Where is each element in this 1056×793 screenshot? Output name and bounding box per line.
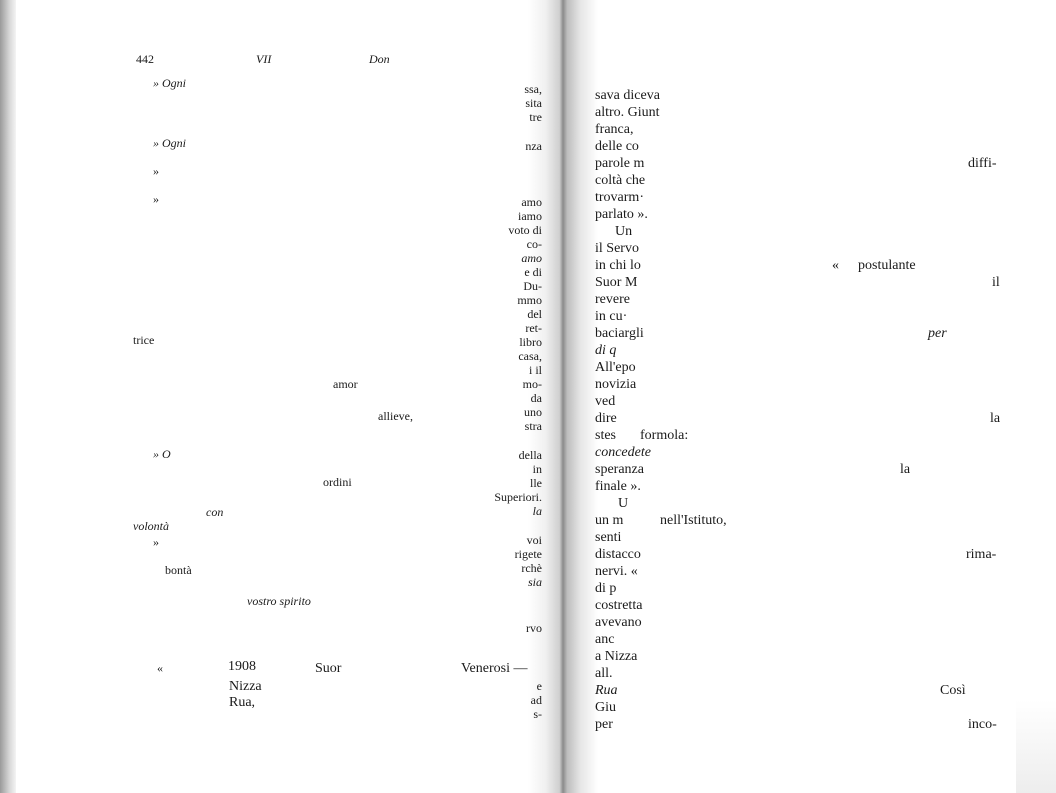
- text-fragment: mo-: [522, 377, 542, 391]
- text-fragment: sita: [525, 96, 542, 110]
- text-fragment: »: [153, 164, 159, 178]
- text-line: distacco: [595, 547, 641, 562]
- page-edge-right: [1016, 700, 1056, 793]
- text-fragment: allieve,: [378, 409, 413, 423]
- text-line: Giu: [595, 700, 616, 715]
- page-number: 442: [136, 52, 154, 66]
- text-fragment: s-: [533, 707, 542, 721]
- text-fragment: diffi-: [968, 156, 997, 171]
- text-fragment: Rua,: [229, 695, 256, 710]
- text-fragment: con: [206, 505, 224, 519]
- text-fragment: Du-: [523, 279, 542, 293]
- text-line: parole m: [595, 156, 645, 171]
- text-fragment: voi: [526, 533, 542, 547]
- text-line: un m: [595, 513, 624, 528]
- text-line: Un: [615, 224, 633, 239]
- text-fragment: libro: [519, 335, 542, 349]
- text-line: nervi. «: [595, 564, 638, 579]
- text-fragment: e: [536, 679, 542, 693]
- text-line: anc: [595, 632, 615, 647]
- text-fragment: » O: [153, 447, 171, 461]
- text-line: di q: [595, 343, 617, 358]
- text-fragment: rchè: [521, 561, 542, 575]
- text-fragment: vostro spirito: [247, 594, 311, 608]
- text-fragment: amo: [521, 195, 542, 209]
- text-fragment: iamo: [518, 209, 542, 223]
- text-fragment: Così: [940, 683, 966, 698]
- text-line: revere: [595, 292, 630, 307]
- chapter-number: VII: [256, 52, 272, 66]
- text-fragment: voto di: [508, 223, 542, 237]
- text-line: costretta: [595, 598, 643, 613]
- text-line: baciargli: [595, 326, 644, 341]
- text-line: di p: [595, 581, 617, 596]
- text-line: All'epo: [595, 360, 636, 375]
- text-fragment: rima-: [966, 547, 997, 562]
- text-line: coltà che: [595, 173, 646, 188]
- text-line: a Nizza: [595, 649, 638, 664]
- text-line: in chi lo: [595, 258, 641, 273]
- text-line: in cu·: [595, 309, 628, 324]
- text-fragment: postulante: [858, 258, 916, 273]
- text-fragment: trice: [133, 333, 155, 347]
- text-fragment: nell'Istituto,: [660, 513, 727, 528]
- text-line: parlato ».: [595, 207, 648, 222]
- text-fragment: ordini: [323, 475, 352, 489]
- text-fragment: in: [532, 462, 542, 476]
- text-fragment: sia: [527, 575, 542, 589]
- text-line: il Servo: [595, 241, 639, 256]
- text-line: senti: [595, 530, 622, 545]
- text-fragment: amor: [333, 377, 358, 391]
- page-edge-left: [0, 0, 16, 793]
- text-line: finale ».: [595, 479, 641, 494]
- text-fragment: 1908: [228, 659, 256, 674]
- text-fragment: Superiori.: [494, 490, 542, 504]
- text-fragment: e di: [524, 265, 542, 279]
- text-fragment: la: [900, 462, 911, 477]
- text-fragment: della: [518, 448, 542, 462]
- text-line: per: [595, 717, 613, 732]
- text-fragment: co-: [526, 237, 542, 251]
- text-line: trovarm·: [595, 190, 644, 205]
- text-fragment: inco-: [968, 717, 997, 732]
- text-fragment: stra: [524, 419, 542, 433]
- text-fragment: ad: [530, 693, 542, 707]
- text-fragment: per: [928, 326, 947, 341]
- text-fragment: uno: [524, 405, 542, 419]
- text-fragment: casa,: [518, 349, 542, 363]
- text-fragment: tre: [529, 110, 542, 124]
- text-fragment: amo: [521, 251, 542, 265]
- text-fragment: rvo: [526, 621, 542, 635]
- running-title: Don: [369, 52, 390, 66]
- text-fragment: bontà: [165, 563, 192, 577]
- text-line: franca,: [595, 122, 634, 137]
- text-line: Rua: [595, 683, 618, 698]
- text-fragment: la: [990, 411, 1001, 426]
- text-fragment: la: [532, 504, 542, 518]
- text-fragment: il: [992, 275, 1000, 290]
- text-fragment: nza: [525, 139, 542, 153]
- text-line: delle co: [595, 139, 639, 154]
- text-fragment: ret-: [525, 321, 542, 335]
- text-fragment: » Ogni: [153, 76, 186, 90]
- text-line: all.: [595, 666, 613, 681]
- text-line: U: [618, 496, 629, 511]
- text-fragment: volontà: [133, 519, 169, 533]
- text-fragment: »: [153, 192, 159, 206]
- text-line: sava diceva: [595, 88, 660, 103]
- text-fragment: Suor: [315, 661, 342, 676]
- text-fragment: ssa,: [524, 82, 542, 96]
- text-line: dire: [595, 411, 617, 426]
- text-line: ved: [595, 394, 616, 409]
- text-fragment: del: [527, 307, 542, 321]
- text-line: novizia: [595, 377, 637, 392]
- text-line: avevano: [595, 615, 642, 630]
- text-fragment: Nizza: [229, 679, 262, 694]
- text-line: Suor M: [595, 275, 638, 290]
- text-fragment: altro. Giunt: [595, 105, 660, 120]
- text-line: stes: [595, 428, 616, 443]
- text-fragment: lle: [530, 476, 542, 490]
- text-fragment: «: [832, 258, 839, 273]
- text-fragment: i il: [528, 363, 542, 377]
- text-fragment: mmo: [517, 293, 542, 307]
- text-line: concedete: [595, 445, 651, 460]
- text-line: [595, 104, 660, 121]
- text-fragment: formola:: [640, 428, 689, 443]
- text-fragment: rigete: [514, 547, 542, 561]
- text-fragment: » Ogni: [153, 136, 186, 150]
- text-fragment: Venerosi —: [461, 661, 528, 676]
- text-line: speranza: [595, 462, 644, 477]
- text-fragment: «: [157, 661, 163, 675]
- text-fragment: »: [153, 535, 159, 549]
- text-fragment: da: [530, 391, 542, 405]
